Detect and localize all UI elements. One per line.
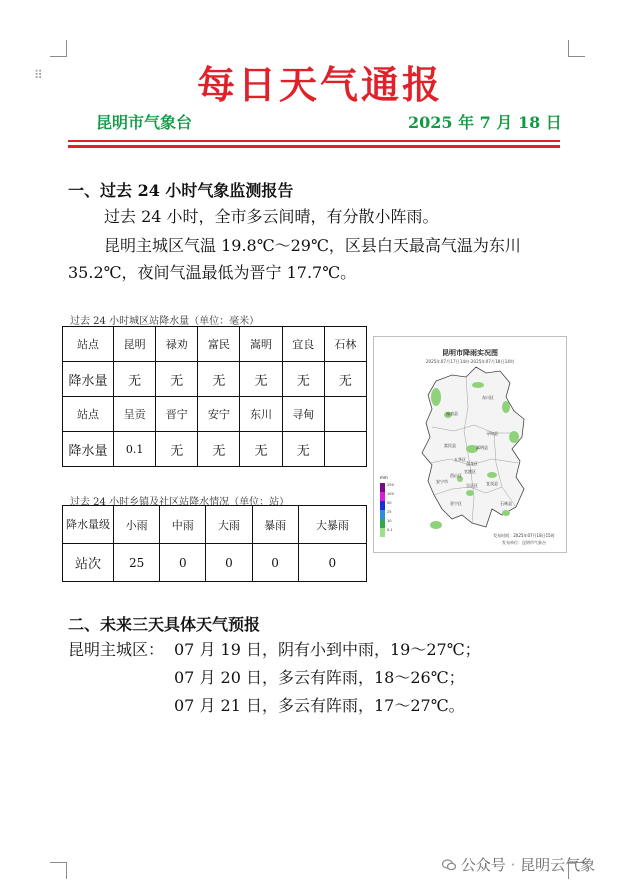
drag-handle-icon[interactable]: ⠿ bbox=[34, 68, 43, 82]
rainfall-map bbox=[373, 336, 567, 553]
legend-swatch bbox=[380, 492, 385, 501]
county-label: 禄劝县 bbox=[446, 411, 458, 416]
watermark-prefix: 公众号 bbox=[460, 856, 506, 874]
legend-swatch bbox=[380, 501, 385, 510]
table-row bbox=[63, 327, 367, 362]
county-label: 东川区 bbox=[482, 395, 494, 400]
county-label: 五华区 bbox=[454, 457, 466, 462]
county-label: 呈贡区 bbox=[466, 483, 478, 488]
legend-value: 10 bbox=[387, 519, 392, 523]
county-label: 官渡区 bbox=[464, 469, 476, 474]
legend-value: 25 bbox=[387, 510, 392, 514]
table-header-cell: 站点 bbox=[63, 327, 114, 362]
map-footer-org: 发布单位：昆明市气象台 bbox=[502, 540, 546, 545]
map-legend bbox=[380, 483, 395, 537]
wechat-icon bbox=[442, 856, 461, 874]
header-rule-thin bbox=[68, 140, 560, 142]
value-cell: 无 bbox=[282, 362, 324, 397]
table-header-cell: 降水量 bbox=[63, 432, 114, 467]
value-cell: 无 bbox=[240, 432, 282, 467]
legend-value: 100 bbox=[387, 492, 394, 496]
value-cell: 无 bbox=[114, 362, 156, 397]
county-label: 晋宁区 bbox=[450, 501, 462, 506]
station-cell: 富民 bbox=[198, 327, 240, 362]
map-subtitle: 2025年07月17日14时-2025年07月18日14时 bbox=[425, 359, 515, 364]
value-cell: 无 bbox=[282, 432, 324, 467]
agency-name: 昆明市气象台 bbox=[96, 113, 193, 132]
section1-heading: 一、过去 24 小时气象监测报告 bbox=[68, 181, 294, 200]
rain-area bbox=[502, 510, 510, 516]
station-cell: 昆明 bbox=[114, 327, 156, 362]
station-precip-table bbox=[62, 326, 367, 467]
legend-swatch bbox=[380, 519, 385, 528]
value-cell: 无 bbox=[324, 362, 366, 397]
map-title: 昆明市降雨实况图 bbox=[442, 349, 498, 357]
county-label: 富民县 bbox=[444, 443, 456, 448]
watermark bbox=[442, 854, 595, 875]
value-cell: 无 bbox=[198, 432, 240, 467]
section2-heading: 二、未来三天具体天气预报 bbox=[68, 615, 261, 634]
rain-area bbox=[472, 382, 484, 388]
county-label: 西山区 bbox=[450, 473, 462, 478]
count-cell: 0 bbox=[298, 544, 366, 582]
station-cell: 晋宁 bbox=[156, 397, 198, 432]
value-cell bbox=[324, 432, 366, 467]
station-cell: 禄劝 bbox=[156, 327, 198, 362]
map-footer-time: 发布时间：2025年07月18日15时 bbox=[493, 533, 555, 538]
station-cell: 东川 bbox=[240, 397, 282, 432]
rain-area bbox=[487, 472, 497, 478]
table-header-cell: 降水量 bbox=[63, 362, 114, 397]
crop-mark-bottom-left bbox=[50, 862, 67, 879]
rain-area bbox=[466, 490, 474, 496]
table-row bbox=[63, 432, 367, 467]
table-header-cell: 站次 bbox=[63, 544, 114, 582]
value-cell: 0.1 bbox=[114, 432, 156, 467]
legend-value: 250 bbox=[387, 483, 394, 487]
section1-temp-line2: 35.2℃，夜间气温最低为晋宁 17.7℃。 bbox=[68, 263, 357, 282]
table-row bbox=[63, 397, 367, 432]
forecast-lead: 昆明主城区： bbox=[68, 640, 165, 659]
table2-caption: 过去 24 小时乡镇及社区站降水情况（单位：站） bbox=[70, 497, 290, 508]
county-label: 嵩明县 bbox=[476, 445, 488, 450]
value-cell: 无 bbox=[240, 362, 282, 397]
station-cell: 安宁 bbox=[198, 397, 240, 432]
count-cell: 0 bbox=[252, 544, 298, 582]
station-cell: 石林 bbox=[324, 327, 366, 362]
table-row bbox=[63, 362, 367, 397]
level-cell: 大雨 bbox=[206, 506, 252, 544]
county-label: 石林县 bbox=[500, 501, 512, 506]
level-cell: 暴雨 bbox=[252, 506, 298, 544]
legend-value: 50 bbox=[387, 501, 392, 505]
value-cell: 无 bbox=[198, 362, 240, 397]
legend-value: 0.1 bbox=[387, 528, 393, 532]
table-header-cell: 降水量级 bbox=[63, 506, 114, 544]
forecast-line: 07 月 19 日，阴有小到中雨，19～27℃； bbox=[174, 640, 481, 659]
station-cell: 呈贡 bbox=[114, 397, 156, 432]
section1-temp-line1: 昆明主城区气温 19.8℃～29℃，区县白天最高气温为东川 bbox=[104, 236, 521, 255]
value-cell: 无 bbox=[156, 362, 198, 397]
rain-area bbox=[502, 401, 510, 413]
county-label: 寻甸县 bbox=[486, 431, 498, 436]
county-label: 盘龙区 bbox=[466, 461, 478, 466]
station-cell: 寻甸 bbox=[282, 397, 324, 432]
station-cell bbox=[324, 397, 366, 432]
table1-caption: 过去 24 小时城区站降水量（单位：毫米） bbox=[70, 316, 260, 327]
township-precip-table bbox=[62, 505, 367, 582]
table-row bbox=[63, 544, 367, 582]
level-cell: 中雨 bbox=[160, 506, 206, 544]
legend-unit: mm bbox=[380, 475, 388, 480]
page-title: 每日天气通报 bbox=[196, 62, 443, 107]
count-cell: 0 bbox=[160, 544, 206, 582]
header-rule-thick bbox=[68, 145, 560, 148]
rain-area bbox=[431, 388, 441, 406]
count-cell: 0 bbox=[206, 544, 252, 582]
county-label: 宜良县 bbox=[486, 481, 498, 486]
table-header-cell: 站点 bbox=[63, 397, 114, 432]
forecast-line: 07 月 20 日，多云有阵雨，18～26℃； bbox=[174, 668, 465, 687]
level-cell: 小雨 bbox=[114, 506, 160, 544]
station-cell: 嵩明 bbox=[240, 327, 282, 362]
station-cell: 宜良 bbox=[282, 327, 324, 362]
count-cell: 25 bbox=[114, 544, 160, 582]
value-cell: 无 bbox=[156, 432, 198, 467]
legend-swatch bbox=[380, 510, 385, 519]
section1-summary: 过去 24 小时，全市多云间晴，有分散小阵雨。 bbox=[104, 207, 439, 226]
legend-swatch bbox=[380, 483, 385, 492]
rain-area bbox=[430, 521, 442, 529]
report-date: 2025 年 7 月 18 日 bbox=[408, 113, 562, 132]
forecast-line: 07 月 21 日，多云有阵雨，17～27℃。 bbox=[174, 696, 465, 715]
rainfall-map-graphic bbox=[374, 337, 566, 552]
watermark-separator: · bbox=[510, 856, 516, 874]
table-row bbox=[63, 506, 367, 544]
watermark-name: 昆明云气象 bbox=[520, 856, 596, 874]
level-cell: 大暴雨 bbox=[298, 506, 366, 544]
county-label: 安宁市 bbox=[436, 479, 448, 484]
legend-swatch bbox=[380, 528, 385, 537]
rain-area bbox=[509, 431, 519, 443]
